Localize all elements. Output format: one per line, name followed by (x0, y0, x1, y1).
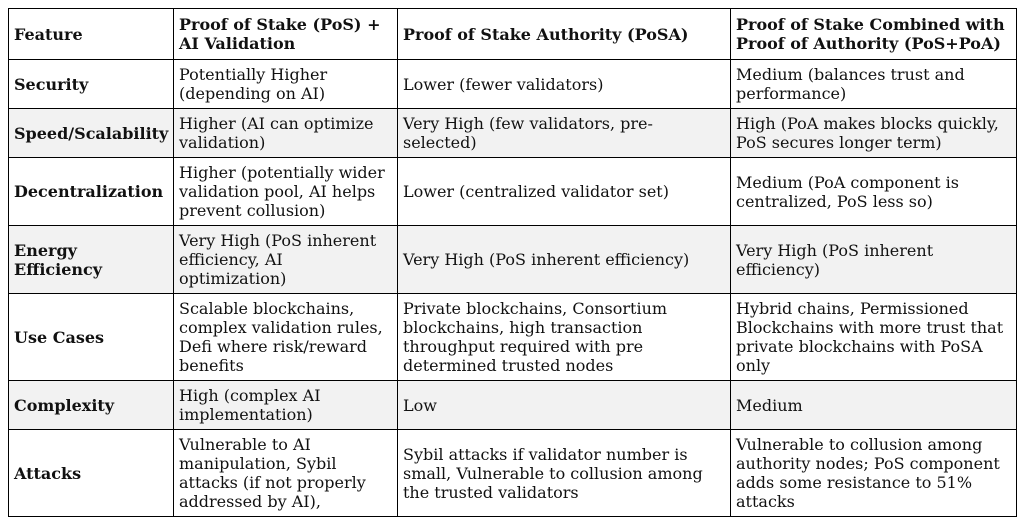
cell-pos-ai: Scalable blockchains, complex validation rules, Defi where risk/reward benefits (174, 294, 398, 381)
cell-pos-poa: Vulnerable to collusion among authority nodes; PoS component adds some resistance to 51% attacks (731, 430, 1017, 517)
cell-pos-ai: High (complex AI implementation) (174, 381, 398, 430)
table-row-security (9, 60, 1017, 109)
header-feature: Feature (9, 9, 174, 60)
cell-pos-poa: Medium (balances trust and performance) (731, 60, 1017, 109)
table-row-decentralization (9, 158, 1017, 226)
cell-pos-ai: Higher (potentially wider validation pool, AI helps prevent collusion) (174, 158, 398, 226)
cell-pos-ai: Very High (PoS inherent efficiency, AI optimization) (174, 226, 398, 294)
cell-posa: Very High (few validators, pre- selected) (398, 109, 731, 158)
row-label: Energy Efficiency (9, 226, 174, 294)
cell-posa: Sybil attacks if validator number is small, Vulnerable to collusion among the trusted validators (398, 430, 731, 517)
cell-pos-ai: Higher (AI can optimize validation) (174, 109, 398, 158)
cell-posa: Low (398, 381, 731, 430)
cell-pos-poa: Medium (731, 381, 1017, 430)
table-row-complexity (9, 381, 1017, 430)
table-row-energy (9, 226, 1017, 294)
table-row-speed (9, 109, 1017, 158)
cell-pos-ai: Potentially Higher (depending on AI) (174, 60, 398, 109)
row-label: Security (9, 60, 174, 109)
row-label: Complexity (9, 381, 174, 430)
header-posa: Proof of Stake Authority (PoSA) (398, 9, 731, 60)
cell-pos-ai: Vulnerable to AI manipulation, Sybil attacks (if not properly addressed by AI), (174, 430, 398, 517)
row-label: Use Cases (9, 294, 174, 381)
cell-posa: Lower (fewer validators) (398, 60, 731, 109)
table-row-attacks (9, 430, 1017, 517)
row-label: Decentralization (9, 158, 174, 226)
cell-posa: Lower (centralized validator set) (398, 158, 731, 226)
header-pos-poa: Proof of Stake Combined with Proof of Authority (PoS+PoA) (731, 9, 1017, 60)
row-label: Attacks (9, 430, 174, 517)
row-label: Speed/Scalability (9, 109, 174, 158)
cell-posa: Private blockchains, Consortium blockchains, high transaction throughput required with pre determined trusted nodes (398, 294, 731, 381)
cell-pos-poa: High (PoA makes blocks quickly, PoS secures longer term) (731, 109, 1017, 158)
header-row (9, 9, 1017, 60)
cell-pos-poa: Medium (PoA component is centralized, PoS less so) (731, 158, 1017, 226)
cell-posa: Very High (PoS inherent efficiency) (398, 226, 731, 294)
comparison-table-container (8, 8, 1016, 517)
cell-pos-poa: Very High (PoS inherent efficiency) (731, 226, 1017, 294)
consensus-comparison-table (8, 8, 1017, 517)
table-row-use-cases (9, 294, 1017, 381)
cell-pos-poa: Hybrid chains, Permissioned Blockchains with more trust that private blockchains with PoSA only (731, 294, 1017, 381)
header-pos-ai: Proof of Stake (PoS) + AI Validation (174, 9, 398, 60)
